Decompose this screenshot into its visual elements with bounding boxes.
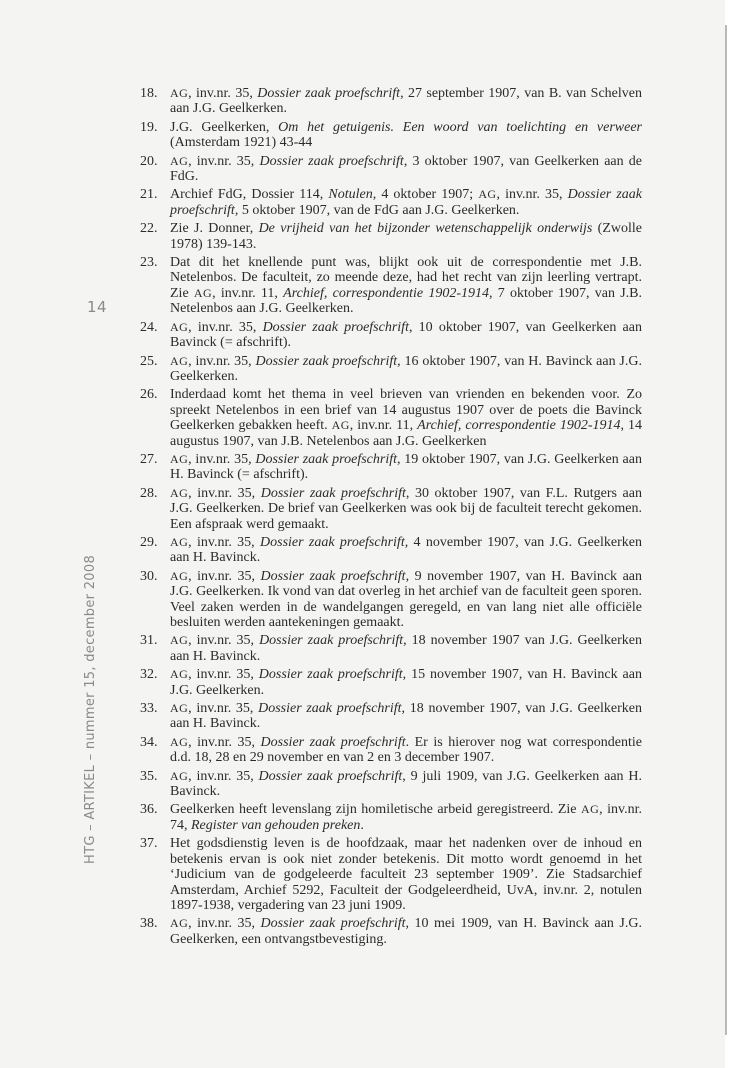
endnote-text bbox=[170, 86, 642, 116]
endnote-text-run: , 19 oktober 1907, van J.G. Geelkerken aan H. Bavinck (= afschrift). bbox=[170, 451, 642, 483]
endnote-archive-abbrev: AG bbox=[170, 768, 189, 783]
endnote-text-run: , 4 oktober 1907; bbox=[372, 187, 479, 203]
endnote-number: 22. bbox=[140, 221, 158, 237]
endnote-number: 24. bbox=[140, 319, 158, 335]
endnote-italic-title: Dossier zaak proefschrift bbox=[260, 916, 406, 932]
endnote-text-run: , inv.nr. 35, bbox=[188, 633, 260, 649]
endnote-35 bbox=[140, 769, 642, 800]
endnote-text-run: , 10 mei 1909, van H. Bavinck aan J.G. Geelkerken, een ontvangstbevestiging. bbox=[170, 916, 642, 947]
endnote-text-run: , 10 oktober 1907, van Geelkerken aan Bavinck (= afschrift). bbox=[170, 319, 642, 351]
endnote-30 bbox=[140, 569, 642, 631]
endnote-text bbox=[170, 769, 642, 799]
endnote-text-run: , inv.nr. 35, bbox=[188, 701, 259, 717]
endnote-italic-title: Register van gehouden preken bbox=[191, 817, 361, 833]
endnote-text bbox=[170, 916, 642, 946]
endnote-32 bbox=[140, 667, 642, 698]
endnote-archive-abbrev: AG bbox=[478, 187, 497, 202]
endnote-text bbox=[170, 221, 642, 251]
endnote-number: 27. bbox=[140, 451, 158, 467]
endnote-38 bbox=[140, 916, 642, 947]
endnote-italic-title: Dossier zaak proefschrift, bbox=[258, 667, 407, 683]
endnote-text-run: , inv.nr. 35, bbox=[496, 187, 568, 203]
endnote-archive-abbrev: AG bbox=[170, 534, 189, 549]
endnotes-list bbox=[140, 86, 642, 950]
endnote-italic-title: Dossier zaak proefschrift bbox=[255, 451, 397, 467]
endnote-number: 32. bbox=[140, 667, 158, 683]
endnote-text bbox=[170, 569, 642, 630]
endnote-text-run: Geelkerken heeft levenslang zijn homiletische arbeid geregistreerd. Zie bbox=[170, 802, 581, 818]
endnote-36 bbox=[140, 802, 642, 833]
endnote-text-run: (Zwolle 1978) 139-143. bbox=[170, 221, 643, 252]
endnote-number: 28. bbox=[140, 485, 158, 501]
endnote-text-run: , inv.nr. 35, bbox=[188, 534, 261, 550]
endnote-text bbox=[170, 633, 642, 663]
endnote-text-run: 18 november 1907 van J.G. Geelkerken aan H. Bavinck. bbox=[170, 633, 642, 664]
endnote-text-run: 15 november 1907, van H. Bavinck aan J.G. Geelkerken. bbox=[170, 667, 642, 698]
endnote-text-run: , inv.nr. 35, bbox=[188, 86, 258, 101]
endnote-italic-title: Dossier zaak proefschrift bbox=[259, 153, 404, 169]
endnote-text-run: Archief FdG, Dossier 114, bbox=[170, 187, 329, 203]
endnote-22 bbox=[140, 221, 642, 252]
endnote-text bbox=[170, 701, 642, 731]
page-edge-line bbox=[725, 25, 727, 1035]
endnote-text bbox=[170, 255, 642, 316]
endnote-text-run: 4 november 1907, van J.G. Geelkerken aan H. Bavinck. bbox=[170, 534, 642, 566]
endnote-text bbox=[170, 320, 642, 350]
endnote-archive-abbrev: AG bbox=[170, 319, 189, 334]
endnote-31 bbox=[140, 633, 642, 664]
endnote-text-run: , 7 oktober 1907, van J.B. Netelenbos aan J.G. Geelkerken. bbox=[170, 285, 643, 317]
endnote-26 bbox=[140, 387, 642, 449]
endnote-23 bbox=[140, 255, 642, 317]
endnote-archive-abbrev: AG bbox=[170, 734, 189, 749]
endnote-25 bbox=[140, 354, 642, 385]
endnote-number: 33. bbox=[140, 701, 158, 717]
page-number: 14 bbox=[87, 298, 108, 316]
endnote-archive-abbrev: AG bbox=[170, 667, 189, 682]
endnote-number: 36. bbox=[140, 802, 158, 818]
endnote-italic-title: Dossier zaak proefschrift bbox=[262, 319, 409, 335]
endnote-text-run: Dat dit het knellende punt was, blijkt ook uit de correspondentie met J.B. Netelenbos. De faculteit, zo meende deze, had het recht van zijn leerling vertrapt. Zie bbox=[170, 255, 642, 301]
endnote-text-run: , 14 augustus 1907, van J.B. Netelenbos aan J.G. Geelkerken bbox=[170, 418, 643, 449]
endnote-20 bbox=[140, 154, 642, 185]
endnote-text-run: , inv.nr. 35, bbox=[188, 353, 256, 369]
endnote-number: 23. bbox=[140, 255, 158, 271]
endnote-text-run: , 27 september 1907, van B. van Schelven aan J.G. Geelkerken. bbox=[170, 86, 642, 117]
endnote-text bbox=[170, 187, 642, 217]
endnote-text bbox=[170, 452, 642, 482]
endnote-archive-abbrev: AG bbox=[170, 485, 189, 500]
endnote-text-run: . bbox=[360, 817, 364, 833]
endnote-text-run: , inv.nr. 35, bbox=[188, 667, 259, 683]
endnote-28 bbox=[140, 486, 642, 532]
endnote-text-run: (Amsterdam 1921) 43-44 bbox=[170, 135, 313, 151]
endnote-archive-abbrev: AG bbox=[170, 701, 189, 716]
endnote-text-run: , inv.nr. 74, bbox=[170, 802, 642, 833]
endnote-text bbox=[170, 154, 642, 184]
endnote-text-run: , inv.nr. 35, bbox=[188, 768, 259, 784]
endnote-text-run: , 18 november 1907, van J.G. Geelkerken aan H. Bavinck. bbox=[170, 701, 642, 732]
endnote-number: 18. bbox=[140, 86, 158, 101]
endnote-italic-title: Archief, correspondentie 1902-1914 bbox=[417, 418, 621, 434]
endnote-text-run: Het godsdienstig leven is de hoofdzaak, maar het nadenken over de inhoud en betekenis ervan is ook niet zonder betekenis. Dit motto wordt genoemd in het ‘Judicium van de godgeleerde faculteit 23 september 1909’. Zie Stadsarchief Amsterdam, Archief 5292, Faculteit der Godgeleerdheid, UvA, inv.nr. 2, notulen 1897-1938, vergadering van 23 juni 1909. bbox=[170, 836, 642, 913]
endnote-text bbox=[170, 735, 642, 765]
endnote-italic-title: Dossier zaak proefschrift bbox=[170, 187, 643, 218]
running-head: HTG – ARTIKEL – nummer 15, december 2008 bbox=[83, 554, 98, 864]
endnote-text-run: , inv.nr. 11, bbox=[349, 418, 418, 434]
endnote-italic-title: Dossier zaak proefschrift, bbox=[255, 353, 401, 369]
endnote-text-run: , inv.nr. 35, bbox=[188, 319, 263, 335]
endnote-italic-title: Dossier zaak proefschrift bbox=[257, 86, 401, 101]
endnote-text-run: , inv.nr. 35, bbox=[188, 916, 261, 932]
endnote-text bbox=[170, 836, 642, 913]
endnote-text-run: 16 oktober 1907, van H. Bavinck aan J.G. Geelkerken. bbox=[170, 353, 642, 384]
endnote-text-run: 9 november 1907, van H. Bavinck aan J.G. Geelkerken. Ik vond van dat overleg in het archief van de faculteit geen sporen. Veel zaken werden in de wandelgangen geregeld, en van lang niet alle officiële besluiten werden aantekeningen gemaakt. bbox=[170, 568, 642, 630]
endnote-archive-abbrev: AG bbox=[170, 353, 189, 368]
endnote-number: 30. bbox=[140, 568, 158, 584]
endnote-italic-title: Dossier zaak proefschrift, bbox=[260, 534, 409, 550]
endnote-text-run: J.G. Geelkerken, bbox=[170, 119, 279, 135]
endnote-number: 20. bbox=[140, 153, 158, 169]
endnote-text-run: . Er is hierover nog wat correspondentie d.d. 18, 28 en 29 november en van 2 en 3 december 1907. bbox=[170, 734, 642, 766]
endnote-text-run: , 30 oktober 1907, van F.L. Rutgers aan J.G. Geelkerken. De brief van Geelkerken was ook bij de faculteit terecht gekomen. Een afspraak werd gemaakt. bbox=[170, 485, 642, 532]
endnote-text-run: , 5 oktober 1907, van de FdG aan J.G. Geelkerken. bbox=[234, 202, 520, 218]
endnote-text bbox=[170, 120, 642, 150]
endnote-29 bbox=[140, 535, 642, 566]
endnote-italic-title: De vrijheid van het bijzonder wetenschappelijk onderwijs bbox=[258, 221, 593, 237]
endnote-italic-title: Notulen bbox=[328, 187, 373, 203]
endnote-number: 21. bbox=[140, 187, 158, 203]
endnote-text-run: , inv.nr. 35, bbox=[188, 485, 261, 501]
endnote-text-run: Inderdaad komt het thema in veel brieven van vrienden en bekenden voor. Zo spreekt Netelenbos in een brief van 14 augustus 1907 over de poets die Bavinck Geelkerken gebakken heeft. bbox=[170, 387, 642, 434]
endnote-italic-title: Dossier zaak proefschrift bbox=[260, 485, 406, 501]
endnote-text bbox=[170, 486, 642, 532]
endnote-italic-title: Dossier zaak proefschrift bbox=[258, 701, 402, 717]
endnote-text-run: , inv.nr. 11, bbox=[212, 285, 284, 301]
endnote-text-run: , inv.nr. 35, bbox=[188, 734, 261, 750]
endnote-italic-title: Dossier zaak proefschrift bbox=[258, 768, 403, 784]
endnote-italic-title: Archief, correspondentie 1902-1914 bbox=[283, 285, 489, 301]
endnote-archive-abbrev: AG bbox=[170, 916, 189, 931]
endnote-text-run: , 3 oktober 1907, van Geelkerken aan de FdG. bbox=[170, 153, 642, 185]
endnote-number: 25. bbox=[140, 353, 158, 369]
endnote-27 bbox=[140, 452, 642, 483]
endnote-number: 26. bbox=[140, 387, 158, 403]
endnote-archive-abbrev: AG bbox=[170, 451, 189, 466]
endnote-number: 31. bbox=[140, 633, 158, 649]
endnote-21 bbox=[140, 187, 642, 218]
endnote-archive-abbrev: AG bbox=[170, 633, 189, 648]
endnote-text-run: , inv.nr. 35, bbox=[188, 153, 260, 169]
endnote-text bbox=[170, 535, 642, 565]
endnote-text bbox=[170, 354, 642, 384]
endnote-archive-abbrev: AG bbox=[170, 153, 189, 168]
endnote-archive-abbrev: AG bbox=[581, 802, 600, 817]
endnote-number: 37. bbox=[140, 836, 158, 852]
endnote-text-run: , 9 juli 1909, van J.G. Geelkerken aan H. Bavinck. bbox=[170, 768, 642, 800]
endnote-text-run: , inv.nr. 35, bbox=[188, 451, 256, 467]
endnote-number: 19. bbox=[140, 119, 158, 135]
endnote-18 bbox=[140, 86, 642, 117]
endnote-text bbox=[170, 667, 642, 697]
endnote-33 bbox=[140, 701, 642, 732]
endnote-number: 38. bbox=[140, 916, 158, 932]
endnote-number: 29. bbox=[140, 534, 158, 550]
endnote-text bbox=[170, 387, 642, 448]
endnote-number: 34. bbox=[140, 734, 158, 750]
endnote-italic-title: Dossier zaak proefschrift bbox=[260, 734, 406, 750]
endnote-archive-abbrev: AG bbox=[331, 418, 350, 433]
endnote-archive-abbrev: AG bbox=[170, 86, 189, 100]
endnote-archive-abbrev: AG bbox=[193, 285, 213, 300]
endnote-text bbox=[170, 802, 642, 832]
endnote-archive-abbrev: AG bbox=[170, 568, 189, 583]
endnote-24 bbox=[140, 320, 642, 351]
endnote-text-run: Zie J. Donner, bbox=[170, 221, 259, 237]
endnote-19 bbox=[140, 120, 642, 151]
endnote-34 bbox=[140, 735, 642, 766]
endnote-number: 35. bbox=[140, 768, 158, 784]
endnote-italic-title: Dossier zaak proefschrift, bbox=[259, 633, 407, 649]
endnote-37 bbox=[140, 836, 642, 913]
endnote-italic-title: Dossier zaak proefschrift, bbox=[260, 568, 410, 584]
endnote-italic-title: Om het getuigenis. Een woord van toelichting en verweer bbox=[278, 119, 643, 135]
endnote-text-run: , inv.nr. 35, bbox=[188, 568, 261, 584]
